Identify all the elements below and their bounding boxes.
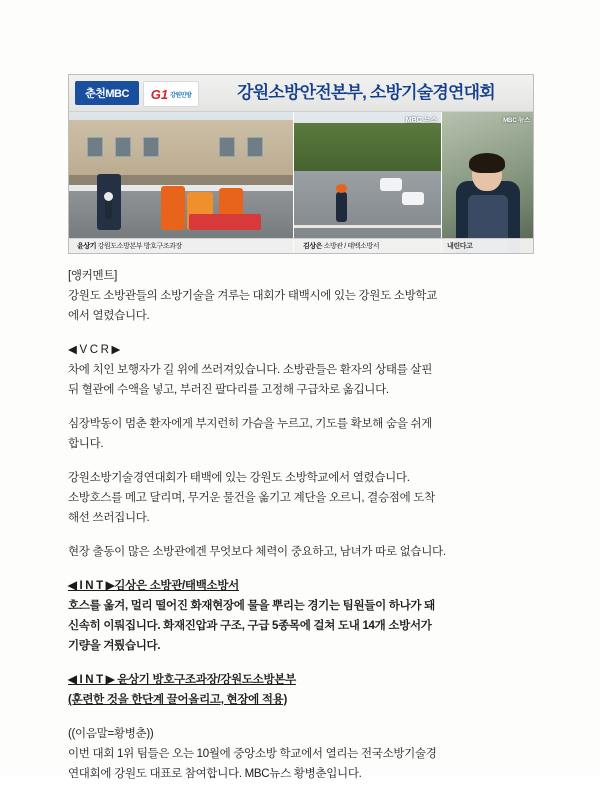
mbc-watermark: MBC 뉴스: [503, 118, 530, 124]
vehicle-shape: [380, 178, 402, 191]
vcr-line: 뒤 혈관에 수액을 넣고, 부러진 팔다리를 고정해 구급차로 옮깁니다.: [68, 384, 389, 396]
caption-item: [441, 241, 532, 251]
vcr-line: 강원소방기술경연대회가 태백에 있는 강원도 소방학교에서 열렸습니다.: [68, 472, 410, 484]
news-video-still: [68, 74, 534, 254]
anchor-body-line: 강원도 소방관들의 소방기술을 겨루는 대회가 태백시에 있는 강원도 소방학교: [68, 290, 438, 302]
window-shape: [87, 137, 103, 157]
lane-marking: [294, 225, 442, 228]
interview-2-line: (훈련한 것을 한단계 끌어올리고, 현장에 적용): [68, 694, 287, 706]
vcr-heading: ◀ V C R ▶: [68, 344, 121, 356]
vehicle-shape: [402, 192, 424, 205]
caption-strip: [69, 238, 533, 253]
video-frame-road-run: [294, 112, 443, 253]
closing-line: 이번 대회 1위 팀들은 오는 10월에 중앙소방 학교에서 열리는 전국소방기술경: [68, 748, 437, 760]
window-shape: [115, 137, 131, 157]
firefighter-figure: [161, 186, 185, 230]
interview-1-heading: ◀ I N T ▶김상은 소방관/태백소방서: [68, 580, 239, 592]
caption-role: 강원도소방본부 방호구조과장: [97, 243, 182, 250]
mbc-logo: 춘천MBC: [75, 81, 139, 105]
window-shape: [219, 137, 235, 157]
caption-item: [293, 241, 441, 251]
caption-name: 윤상기: [77, 243, 97, 250]
caption-name: 김상은: [303, 243, 323, 250]
treeline-shape: [294, 123, 442, 171]
vcr-line: 현장 출동이 많은 소방관에겐 무엇보다 체력이 중요하고, 남녀가 따로 없습니다.: [68, 546, 446, 558]
person-hair: [469, 153, 505, 173]
interview-2-heading: ◀ I N T ▶ 윤상기 방호구조과장/강원도소방본부: [68, 674, 296, 686]
vcr-line: 심장박동이 멈춘 환자에게 부지런히 가슴을 누르고, 기도를 확보해 숨을 쉬게: [68, 418, 433, 430]
interview-1-line: 기량을 겨뤘습니다.: [68, 640, 161, 652]
g1-logo: [143, 81, 199, 107]
script-body: [68, 266, 538, 798]
vcr-line: 해선 쓰러집니다.: [68, 512, 150, 524]
vcr-line: 소방호스를 메고 달리며, 무거운 물건을 옮기고 계단을 오르니, 결승점에 도착: [68, 492, 435, 504]
news-title-bar: [69, 75, 533, 112]
caption-role: 소방관 / 태백소방서: [323, 243, 380, 250]
vcr-line: 합니다.: [68, 438, 104, 450]
video-frame-rescue-scene: [69, 112, 294, 253]
microphone-icon: [105, 197, 112, 219]
vcr-line: 차에 치인 보행자가 길 위에 쓰러져있습니다. 소방관들은 환자의 상태를 살핀: [68, 364, 433, 376]
news-headline: 강원소방안전본부, 소방기술경연대회: [237, 83, 495, 102]
running-firefighter-figure: [336, 192, 347, 222]
closing-line: 연대회에 강원도 대표로 참여합니다. MBC뉴스 황병춘입니다.: [68, 768, 362, 780]
video-frame-row: [69, 112, 533, 253]
caption-item: [69, 241, 293, 251]
caption-name: 내린다고: [447, 243, 473, 250]
mbc-watermark: MBC 뉴스: [405, 117, 438, 124]
video-frame-interviewee: [442, 112, 533, 253]
window-shape: [247, 137, 263, 157]
interview-1-line: 호스를 옮겨, 멀리 떨어진 화재현장에 물을 뿌리는 경기는 팀원들이 하나가 돼: [68, 600, 435, 612]
window-shape: [143, 137, 159, 157]
anchor-body-line: 에서 열렸습니다.: [68, 310, 150, 322]
g1-mark: G1: [150, 86, 169, 102]
closing-heading: ((이음말=황병춘)): [68, 728, 154, 740]
anchor-heading: [앵커멘트]: [68, 270, 118, 282]
g1-sub-label: 강원민방: [170, 92, 192, 99]
interview-1-line: 신속히 이뤄집니다. 화재진압과 구조, 구급 5종목에 걸쳐 도내 14개 소방서가: [68, 620, 432, 632]
stretcher-shape: [189, 214, 261, 230]
